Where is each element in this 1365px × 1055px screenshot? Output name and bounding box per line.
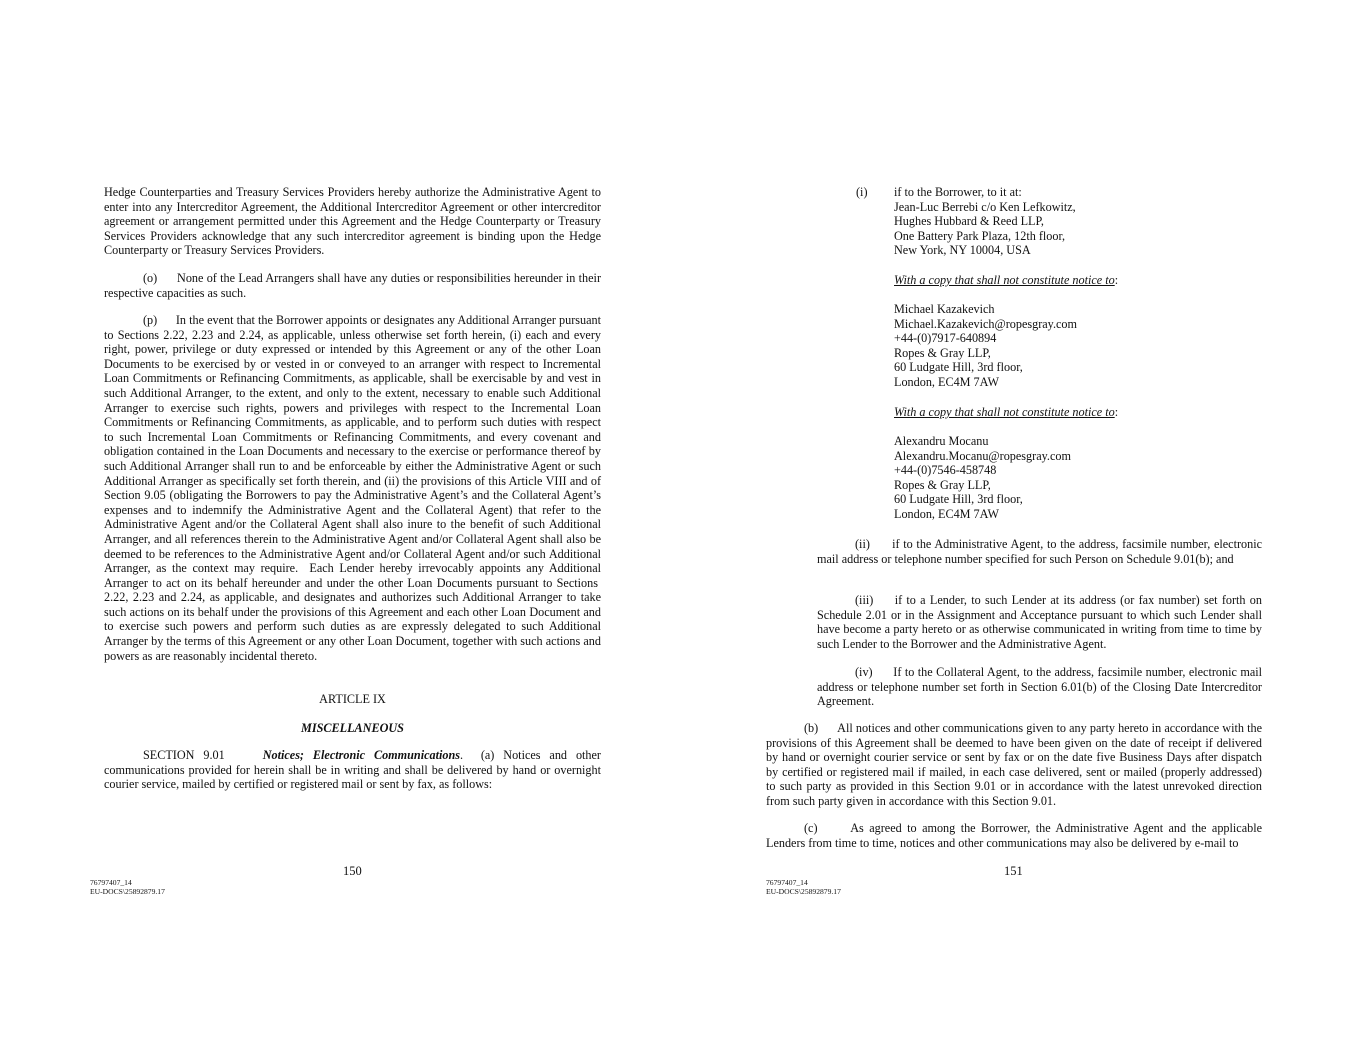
section-number: SECTION 9.01 [143,748,225,762]
contact-line: 60 Ludgate Hill, 3rd floor, [894,492,1023,507]
copy-notice-2: With a copy that shall not constitute notice to: [894,405,1119,419]
contact-line: 60 Ludgate Hill, 3rd floor, [894,360,1023,375]
paragraph-b: (b) All notices and other communications given to any party hereto in accordance with the provisions of this Agreement shall be deemed to have been given on the date of receipt if delivered by hand or overnight courier service or sent by fax or on the date five Business Days after dispatch by certified or registered mail if mailed, in each case delivered, sent or mailed (properly addressed) to such party as provided in this Section 9.01 or in accordance with the latest unrevoked direction from such party given in accordance with this Section 9.01. [766,721,1262,808]
contact-line: +44-(0)7546-458748 [894,463,997,478]
contact-line: Michael Kazakevich [894,302,995,316]
paragraph-p: (p) In the event that the Borrower appoints or designates any Additional Arranger pursuant to Sections 2.22, 2.23 and 2.24, as applicable, unless otherwise set forth herein, (i) each and every right, power, privilege or duty expressed or intended by this Agreement or any of the other Loan Documents to be exercised by or vested in or conveyed to an arranger with respect to Incremental Loan Commitments or Refinancing Commitments, as applicable, shall be exercisable by and vest in such Additional Arranger, to the extent, and only to the extent, necessary to enable such Additional Arranger to exercise such rights, powers and privileges with respect to the Incremental Loan Commitments or Refinancing Commitments, as applicable, and to perform such duties with respect to such Incremental Loan Commitments or Refinancing Commitments, and every covenant and obligation contained in the Loan Documents and necessary to the exercise or performance thereof by such Additional Arranger shall run to and be enforceable by either the Administrative Agent or such Additional Arranger as specifically set forth therein, and (ii) the provisions of this Article VIII and of Section 9.05 (obligating the Borrowers to pay the Administrative Agent’s and the Collateral Agent’s expenses and to indemnify the Administrative Agent and the Collateral Agent) that refer to the Administrative Agent and/or the Collateral Agent shall also inure to the benefit of such Additional Arranger, and all references therein to the Administrative Agent and/or Collateral Agent shall also be deemed to be references to the Administrative Agent and/or Collateral Agent and/or such Additional Arranger, as the context may require. Each Lender hereby irrevocably appoints any Additional Arranger to act on its behalf hereunder and under the other Loan Documents pursuant to Sections 2.22, 2.23 and 2.24, as applicable, and designates and authorizes such Additional Arranger to take such actions on its behalf under the provisions of this Agreement and each other Loan Document and to exercise such powers and perform such duties as are expressly delegated to such Additional Arranger by the terms of this Agreement or any other Loan Document, together with such actions and powers as are reasonably incidental thereto. [104,313,601,663]
doc-id-secondary: EU-DOCS\25892879.17 [766,887,841,896]
paragraph-intro: Hedge Counterparties and Treasury Services Providers hereby authorize the Administrative Agent to enter into any Intercreditor Agreement, the Additional Intercreditor Agreement or other intercreditor agreement or arrangement permitted under this Agreement and the Hedge Counterparty or Treasury Services Providers acknowledge that any such intercreditor agreement is binding upon the Hedge Counterparty or Treasury Services Providers. [104,185,601,258]
contact-line: London, EC4M 7AW [894,506,999,521]
paragraph-c: (c) As agreed to among the Borrower, the Administrative Agent and the applicable Lenders from time to time, notices and other communications may also be delivered by e-mail to [766,821,1262,850]
left-page [90,0,601,1055]
address-line: if to the Borrower, to it at: [894,185,1022,199]
contact-line: Alexandru Mocanu [894,434,989,448]
item-i-number: (i) [856,185,868,199]
notice-item-ii: (ii) if to the Administrative Agent, to the address, facsimile number, electronic mail address or telephone number specified for such Person on Schedule 9.01(b); and [817,537,1262,566]
address-line: Hughes Hubbard & Reed LLP, [894,214,1044,229]
copy-notice-1: With a copy that shall not constitute notice to: [894,273,1119,287]
address-line: New York, NY 10004, USA [894,243,1031,258]
section-text: . (a) Notices and other communications provided for herein shall be in writing and shall be delivered by hand or overnight courier service, mailed by certified or registered mail or sent by fax, as follows: [104,748,601,792]
right-page [766,0,1262,1055]
page-number: 150 [343,864,362,878]
paragraph-o: (o) None of the Lead Arrangers shall have any duties or responsibilities hereunder in their respective capacities as such. [104,271,601,300]
borrower-address [894,185,1262,258]
contact-mocanu [894,434,1262,522]
article-title: MISCELLANEOUS [301,721,404,735]
section-title: Notices; Electronic Communications [262,748,460,762]
contact-line: Ropes & Gray LLP, [894,345,991,360]
notice-item-i [766,185,1262,258]
doc-id-secondary: EU-DOCS\25892879.17 [90,887,165,896]
contact-line: Ropes & Gray LLP, [894,477,991,492]
address-line: Jean-Luc Berrebi c/o Ken Lefkowitz, [894,199,1076,214]
doc-id-primary: 76797407_14 [766,878,808,887]
contact-line: London, EC4M 7AW [894,374,999,389]
article-heading: ARTICLE IX [319,692,386,706]
notice-item-iv: (iv) If to the Collateral Agent, to the address, facsimile number, electronic mail address or telephone number set forth in Section 6.01(b) of the Closing Date Intercreditor Agreement. [817,665,1262,709]
section-9-01 [104,748,601,792]
contact-line: +44-(0)7917-640894 [894,331,997,346]
page-number: 151 [1004,864,1023,878]
notice-item-iii: (iii) if to a Lender, to such Lender at its address (or fax number) set forth on Schedule 2.01 or in the Assignment and Acceptance pursuant to which such Lender shall have become a party hereto or as otherwise communicated in writing from time to time by such Lender to the Borrower and the Administrative Agent. [817,593,1262,651]
contact-line: Michael.Kazakevich@ropesgray.com [894,316,1078,331]
contact-kazakevich [894,302,1262,390]
address-line: One Battery Park Plaza, 12th floor, [894,228,1066,243]
contact-line: Alexandru.Mocanu@ropesgray.com [894,448,1071,463]
doc-id-primary: 76797407_14 [90,878,132,887]
